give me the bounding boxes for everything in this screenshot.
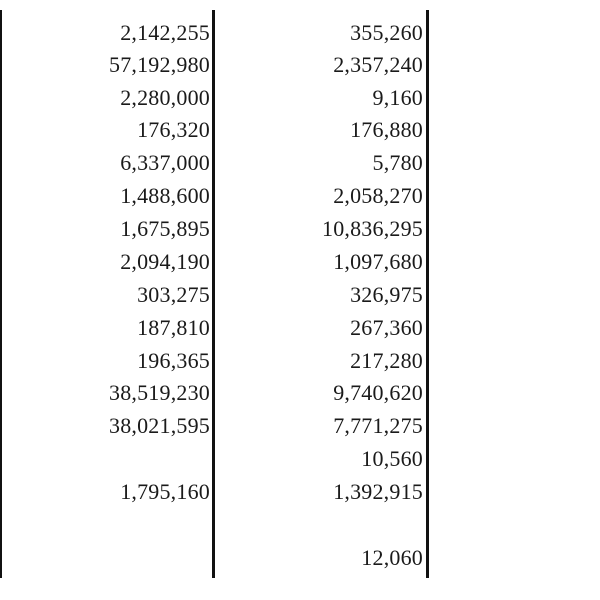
table-cell-col2: 9,160 [372, 85, 423, 110]
table-cell-col1: 196,365 [137, 348, 210, 373]
table-cell-col2: 176,880 [350, 117, 423, 142]
table-cell-col2: 1,392,915 [333, 479, 423, 504]
table-cell-col1: 2,142,255 [120, 20, 210, 45]
table-cell-col1 [40, 543, 210, 573]
table-cell-col1: 57,192,980 [109, 52, 210, 77]
table-cell-col2: 2,357,240 [333, 52, 423, 77]
table-cell-col1 [40, 444, 210, 474]
table-cell-col1: 6,337,000 [120, 150, 210, 175]
table-cell-col2 [256, 510, 423, 540]
table-cell-col1: 1,675,895 [120, 216, 210, 241]
table-cell-col2: 10,836,295 [322, 216, 423, 241]
table-cell-col1: 1,488,600 [120, 183, 210, 208]
table-cell-col1: 1,795,160 [120, 479, 210, 504]
table-cell-col1 [40, 510, 210, 540]
table-cell-col2: 9,740,620 [333, 380, 423, 405]
table-cell-col2: 2,058,270 [333, 183, 423, 208]
table-cell-col1: 38,021,595 [109, 413, 210, 438]
table-cell-col1: 38,519,230 [109, 380, 210, 405]
table-cell-col2: 217,280 [350, 348, 423, 373]
table-cell-col2: 12,060 [361, 545, 423, 570]
table-cell-col1: 176,320 [137, 117, 210, 142]
table-cell-col2: 1,097,680 [333, 249, 423, 274]
table-cell-col1: 303,275 [137, 282, 210, 307]
table-cell-col1: 187,810 [137, 315, 210, 340]
table-cell-col2: 7,771,275 [333, 413, 423, 438]
table-cell-col1: 2,094,190 [120, 249, 210, 274]
right-column-rule [426, 10, 429, 578]
table-cell-col1: 2,280,000 [120, 85, 210, 110]
table-cell-col2: 10,560 [361, 446, 423, 471]
left-column-rule [0, 10, 2, 578]
table-cell-col2: 355,260 [350, 20, 423, 45]
table-cell-col2: 267,360 [350, 315, 423, 340]
middle-column-rule [212, 10, 215, 578]
table-cell-col2: 326,975 [350, 282, 423, 307]
table-cell-col2: 5,780 [372, 150, 423, 175]
